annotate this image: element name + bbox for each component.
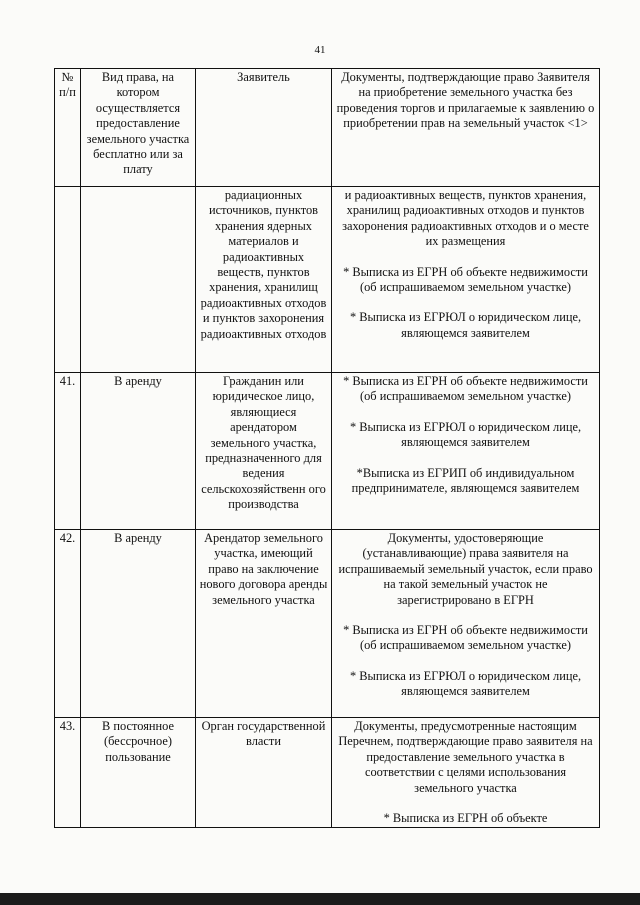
header-num: № п/п xyxy=(55,69,81,187)
document-item: * Выписка из ЕГРЮЛ о юридическом лице, являющемся заявителем xyxy=(349,668,582,699)
row-applicant: радиационных источников, пунктов хранения ядерных материалов и радиоактивных веществ, пунктов хранения, хранилищ радиоактивных отходов и пунктов захоронения радиоактивных отходов xyxy=(196,187,332,373)
document-item: * Выписка из ЕГРЮЛ о юридическом лице, являющемся заявителем xyxy=(349,419,582,450)
table-row xyxy=(55,718,600,828)
row-right-type: В постоянное (бессрочное) пользование xyxy=(81,718,196,828)
document-item: * Выписка из ЕГРН об объекте недвижимости (об испрашиваемом земельном участке) xyxy=(343,264,588,295)
row-documents xyxy=(332,718,600,828)
document-item: *Выписка из ЕГРИП об индивидуальном предпринимателе, являющемся заявителем xyxy=(351,465,580,496)
document-item: Документы, удостоверяющие (устанавливающие) права заявителя на испрашиваемый земельный участок, если право на такой земельный участок не зарегистрировано в ЕГРН xyxy=(338,531,593,607)
table-row xyxy=(55,187,600,373)
row-documents xyxy=(332,187,600,373)
header-applicant: Заявитель xyxy=(196,69,332,187)
document-item: и радиоактивных веществ, пунктов хранения, хранилищ радиоактивных отходов и пунктов захоронения радиоактивных отходов и о месте их размещения xyxy=(342,188,589,249)
table-row xyxy=(55,530,600,718)
table-row xyxy=(55,373,600,530)
table-header-row xyxy=(55,69,600,187)
scan-edge-shadow xyxy=(0,893,640,905)
row-applicant: Орган государственной власти xyxy=(196,718,332,828)
page-number: 41 xyxy=(314,44,326,56)
row-right-type: В аренду xyxy=(81,373,196,530)
row-num xyxy=(55,187,81,373)
row-applicant: Арендатор земельного участка, имеющий право на заключение нового договора аренды земельного участка xyxy=(196,530,332,718)
header-documents: Документы, подтверждающие право Заявителя на приобретение земельного участка без проведения торгов и прилагаемые к заявлению о приобретении прав на земельный участок <1> xyxy=(332,69,600,187)
row-num: 43. xyxy=(55,718,81,828)
document-item: * Выписка из ЕГРЮЛ о юридическом лице, являющемся заявителем xyxy=(349,310,582,340)
document-item: * Выписка из ЕГРН об объекте недвижимости (об испрашиваемом земельном участке) xyxy=(343,374,588,404)
header-right-type: Вид права, на котором осуществляется предоставление земельного участка бесплатно или за плату xyxy=(81,69,196,187)
row-documents xyxy=(332,530,600,718)
document-item: * Выписка из ЕГРН об объекте недвижимости (об испрашиваемом земельном участке) xyxy=(343,623,588,653)
row-right-type: В аренду xyxy=(81,530,196,718)
row-num: 41. xyxy=(55,373,81,530)
land-rights-table xyxy=(54,68,600,828)
row-num: 42. xyxy=(55,530,81,718)
document-item: Документы, предусмотренные настоящим Перечнем, подтверждающие право заявителя на предоставление земельного участка в соответствии с целями использования земельного участка xyxy=(338,719,593,795)
row-applicant: Гражданин или юридическое лицо, являющиеся арендатором земельного участка, предназначенного для ведения сельскохозяйственн ого производства xyxy=(196,373,332,530)
row-documents xyxy=(332,373,600,530)
row-right-type xyxy=(81,187,196,373)
document-item: * Выписка из ЕГРН об объекте xyxy=(383,811,548,826)
